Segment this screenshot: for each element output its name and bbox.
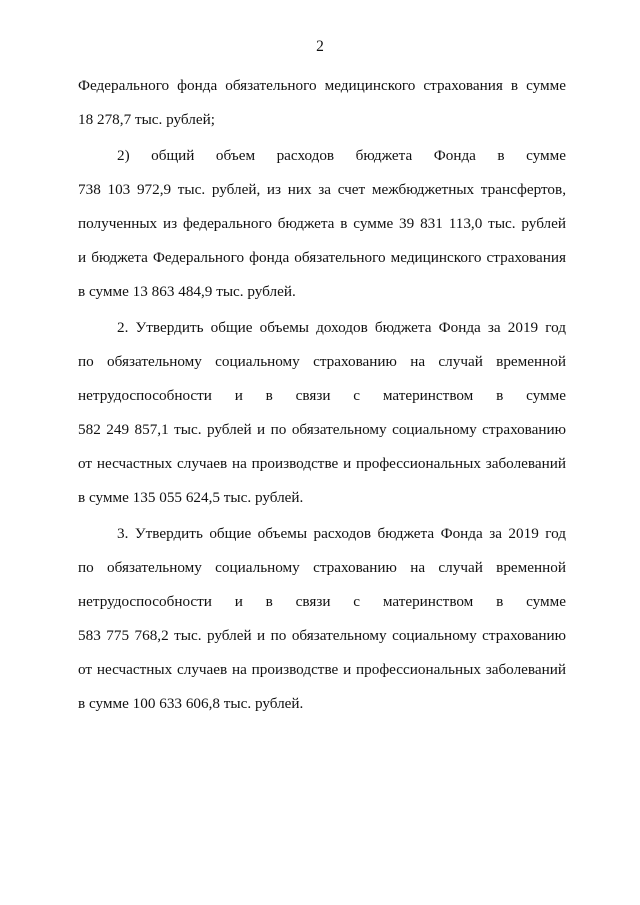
text-line: 2) общий объем расходов бюджета Фонда в сумме — [117, 147, 566, 164]
text-line: 583 775 768,2 тыс. рублей и по обязательному социальному страхованию — [78, 627, 566, 644]
text-line: 18 278,7 тыс. рублей; — [78, 111, 215, 128]
text-line: от несчастных случаев на производстве и профессиональных заболеваний — [78, 455, 566, 472]
text-line: 3. Утвердить общие объемы расходов бюджета Фонда за 2019 год — [117, 525, 566, 542]
text-line: нетрудоспособности и в связи с материнством в сумме — [78, 593, 566, 610]
text-line: 582 249 857,1 тыс. рублей и по обязательному социальному страхованию — [78, 421, 566, 438]
page-number: 2 — [316, 38, 324, 55]
text-line: и бюджета Федерального фонда обязательного медицинского страхования — [78, 249, 566, 266]
text-line: по обязательному социальному страхованию на случай временной — [78, 353, 566, 370]
text-line: в сумме 135 055 624,5 тыс. рублей. — [78, 489, 304, 506]
text-line: 738 103 972,9 тыс. рублей, из них за счет межбюджетных трансфертов, — [78, 181, 566, 198]
text-line: полученных из федерального бюджета в сумме 39 831 113,0 тыс. рублей — [78, 215, 566, 232]
text-line: от несчастных случаев на производстве и профессиональных заболеваний — [78, 661, 566, 678]
text-line: в сумме 13 863 484,9 тыс. рублей. — [78, 283, 296, 300]
text-line: по обязательному социальному страхованию на случай временной — [78, 559, 566, 576]
text-line: в сумме 100 633 606,8 тыс. рублей. — [78, 695, 304, 712]
text-line: Федерального фонда обязательного медицинского страхования в сумме — [78, 77, 566, 94]
text-line: 2. Утвердить общие объемы доходов бюджета Фонда за 2019 год — [117, 319, 566, 336]
text-line: нетрудоспособности и в связи с материнством в сумме — [78, 387, 566, 404]
